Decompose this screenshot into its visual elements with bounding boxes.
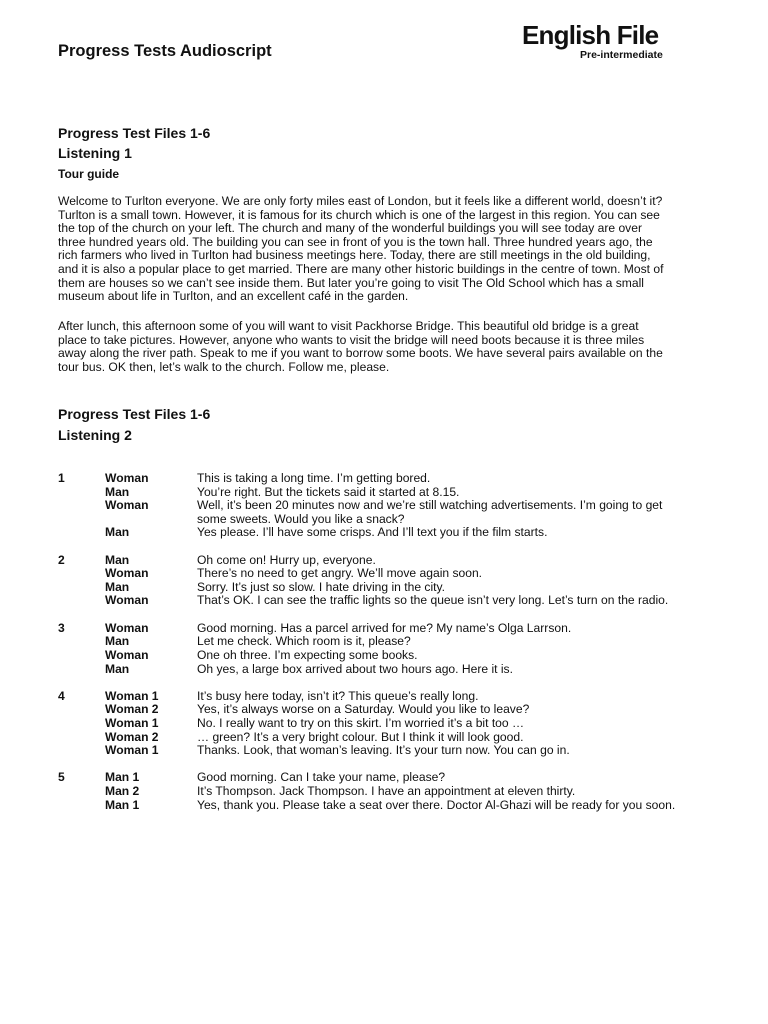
- table-row: [58, 622, 738, 636]
- section1-paragraph-1: [58, 195, 718, 304]
- line-text: Sorry. It’s just so slow. I hate driving in the city.: [197, 579, 446, 594]
- speaker: Woman: [105, 620, 149, 635]
- section2-heading: Progress Test Files 1-6: [58, 406, 211, 422]
- table-row: [58, 594, 738, 608]
- table-row: [58, 499, 738, 513]
- dialogue-number: 4: [58, 688, 65, 703]
- speaker: Woman: [105, 647, 149, 662]
- speaker: Man 1: [105, 770, 140, 785]
- line-text: It’s Thompson. Jack Thompson. I have an appointment at eleven thirty.: [197, 784, 576, 799]
- line-text: Good morning. Can I take your name, please?: [197, 770, 446, 785]
- table-row: [58, 717, 738, 731]
- table-row: [58, 731, 738, 745]
- table-row: [58, 526, 738, 540]
- table-row: [58, 799, 738, 813]
- speaker: Woman: [105, 498, 149, 513]
- text-line: the top of the church on your left. The church and many of the wonderful buildings you will see today are over: [58, 221, 642, 236]
- table-row: [58, 649, 738, 663]
- line-text: Yes, thank you. Please take a seat over there. Doctor Al-Ghazi will be ready for you soon.: [197, 797, 676, 812]
- table-row: [58, 635, 738, 649]
- text-line: After lunch, this afternoon some of you will want to visit Packhorse Bridge. This beautiful old bridge is a great: [58, 319, 639, 333]
- speaker: Woman 2: [105, 702, 159, 717]
- speaker: Man: [105, 634, 130, 649]
- text-line: away along the river path. Speak to me if you want to borrow some boots. We have several pairs available on the: [58, 346, 663, 361]
- line-text: That’s OK. I can see the traffic lights so the queue isn’t very long. Let’s turn on the radio.: [197, 593, 669, 608]
- table-row: [58, 513, 738, 527]
- text-line: museum about life in Turlton, and an excellent café in the garden.: [58, 289, 409, 304]
- dialogue-table: [58, 472, 738, 812]
- section1-label: Tour guide: [58, 167, 120, 181]
- line-text: Well, it’s been 20 minutes now and we’re still watching advertisements. I’m going to get: [197, 498, 663, 513]
- logo-main-text: English File: [522, 20, 659, 50]
- section2-subheading: Listening 2: [58, 427, 132, 443]
- section1-heading: Progress Test Files 1-6: [58, 125, 211, 141]
- line-text: It’s busy here today, isn’t it? This queue’s really long.: [197, 688, 479, 703]
- speaker: [105, 513, 197, 527]
- line-text: Yes, it’s always worse on a Saturday. Would you like to leave?: [197, 702, 530, 717]
- line-text: … green? It’s a very bright colour. But I think it will look good.: [197, 729, 524, 744]
- speaker: Woman 1: [105, 688, 159, 703]
- speaker: Man: [105, 579, 130, 594]
- text-line: tour bus. OK then, let’s walk to the church. Follow me, please.: [58, 359, 390, 374]
- page-title: Progress Tests Audioscript: [58, 42, 272, 60]
- text-line: Welcome to Turlton everyone. We are only forty miles east of London, but it feels like a different world, doesn’t it?: [58, 194, 663, 208]
- text-line: place to take pictures. However, anyone who wants to visit the bridge will need boots because it is three miles: [58, 332, 645, 347]
- table-row: [58, 663, 738, 677]
- speaker: Woman 1: [105, 743, 159, 758]
- text-line: them are houses so we can’t see inside them. But later you’re going to visit The Old School which has a small: [58, 275, 644, 290]
- table-row: [58, 472, 738, 486]
- line-text: Yes please. I’ll have some crisps. And I’ll text you if the film starts.: [197, 525, 548, 540]
- line-text: Thanks. Look, that woman’s leaving. It’s your turn now. You can go in.: [197, 743, 570, 758]
- text-line: rich farmers who lived in Turlton had business meetings here. Today, there are still meetings in the old building,: [58, 248, 651, 263]
- speaker: Man: [105, 525, 130, 540]
- text-line: Turlton is a small town. However, it is famous for its church which is one of the largest in this region. You can see: [58, 207, 660, 222]
- table-row: [58, 785, 738, 799]
- line-text: This is taking a long time. I’m getting bored.: [197, 471, 431, 485]
- table-row: [58, 486, 738, 500]
- dialogue-number: 5: [58, 770, 65, 785]
- dialogue-number: 2: [58, 552, 65, 567]
- table-row: [58, 567, 738, 581]
- dialogue-number: 3: [58, 620, 65, 635]
- table-row: [58, 581, 738, 595]
- line-text: No. I really want to try on this skirt. I’m worried it’s a bit too …: [197, 715, 525, 730]
- line-text: You’re right. But the tickets said it started at 8.15.: [197, 484, 460, 499]
- speaker: Man: [105, 484, 130, 499]
- line-text: Oh yes, a large box arrived about two hours ago. Here it is.: [197, 661, 513, 676]
- logo-sub-text: Pre-intermediate: [580, 49, 663, 61]
- speaker: Woman: [105, 471, 149, 485]
- table-row: [58, 690, 738, 704]
- text-line: three hundred years old. The building you can see in front of you is the town hall. Three hundred years ago, the: [58, 234, 653, 249]
- section1-paragraph-2: [58, 320, 718, 374]
- brand-logo: [522, 20, 663, 61]
- speaker: Man 1: [105, 797, 140, 812]
- speaker: Man: [105, 552, 130, 567]
- table-row: [58, 771, 738, 785]
- line-text: Oh come on! Hurry up, everyone.: [197, 552, 376, 567]
- speaker: Man 2: [105, 784, 140, 799]
- speaker: Man: [105, 661, 130, 676]
- text-line: and it is also a popular place to get married. There are many other historic buildings in the centre of town. Most of: [58, 261, 664, 276]
- speaker: Woman: [105, 566, 149, 581]
- speaker: Woman 1: [105, 715, 159, 730]
- speaker: Woman 2: [105, 729, 159, 744]
- line-text: There’s no need to get angry. We’ll move again soon.: [197, 566, 483, 581]
- table-row: [58, 744, 738, 758]
- line-text: Good morning. Has a parcel arrived for me? My name’s Olga Larrson.: [197, 620, 572, 635]
- line-text: One oh three. I’m expecting some books.: [197, 647, 418, 662]
- dialogue-number: 1: [58, 471, 65, 485]
- table-row: [58, 703, 738, 717]
- table-row: [58, 554, 738, 568]
- speaker: Woman: [105, 593, 149, 608]
- line-text: Let me check. Which room is it, please?: [197, 634, 411, 649]
- line-text: some sweets. Would you like a snack?: [197, 511, 405, 526]
- section1-subheading: Listening 1: [58, 145, 132, 161]
